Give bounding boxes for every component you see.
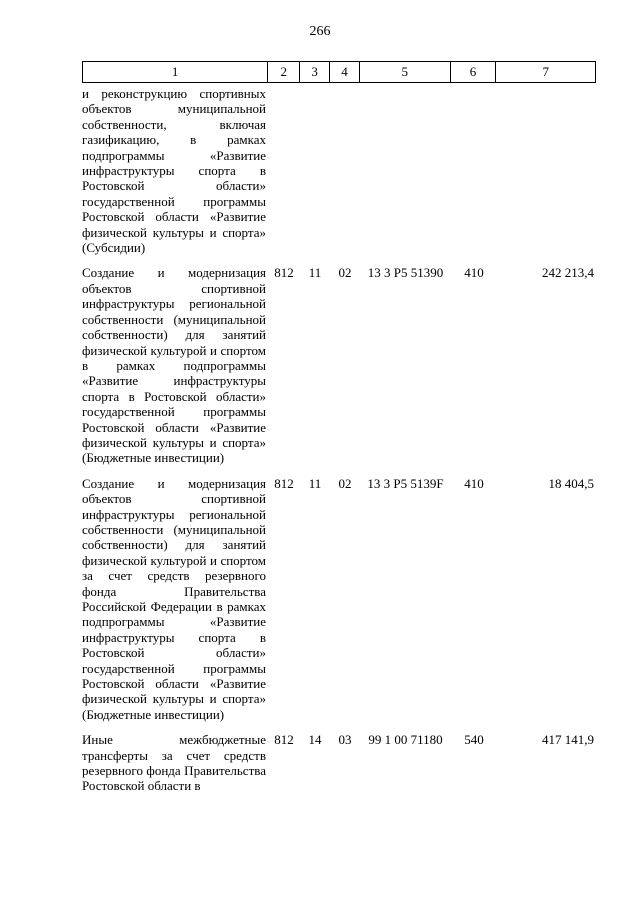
row-col-5	[360, 86, 451, 255]
row-col-5: 13 3 P5 51390	[367, 265, 444, 281]
row-col-3: 11	[308, 265, 322, 281]
header-col-2: 2	[268, 62, 300, 82]
table-row	[82, 86, 596, 255]
page-number: 266	[309, 24, 331, 39]
row-col-3	[300, 86, 330, 255]
table-row	[82, 265, 596, 465]
header-col-6: 6	[451, 62, 497, 82]
row-description: и реконструкцию спортивных объектов муниципальной собственности, включая газификацию, в рамках подпрограммы «Развитие инфраструктуры спорта в Ростовской области» государственной программы Ростовской области «Развитие физической культуры и спорта» (Субсидии)	[82, 86, 266, 256]
row-description: Иные межбюджетные трансферты за счет средств резервного фонда Правительства Ростовской области в	[82, 732, 266, 794]
row-col-2: 812	[274, 732, 294, 748]
row-col-6: 540	[464, 732, 484, 748]
header-col-5: 5	[360, 62, 451, 82]
row-col-6: 410	[464, 475, 484, 491]
row-amount: 417 141,9	[542, 732, 594, 748]
row-col-6	[451, 86, 497, 255]
row-col-3: 11	[308, 475, 322, 491]
row-amount: 18 404,5	[548, 475, 594, 491]
header-col-4: 4	[330, 62, 360, 82]
row-col-5: 13 3 P5 5139F	[367, 475, 444, 491]
row-description: Создание и модернизация объектов спортивной инфраструктуры региональной собственности (муниципальной собственности) для занятий физической культурой и спортом в рамках подпрограммы «Развитие инфраструктуры спорта в Ростовской области» государственной программы Ростовской области «Развитие физической культуры и спорта» (Бюджетные инвестиции)	[82, 265, 266, 466]
table-body	[82, 86, 596, 804]
row-col-2: 812	[274, 475, 294, 491]
row-col-4: 02	[338, 265, 352, 281]
row-col-2: 812	[274, 265, 294, 281]
header-col-7: 7	[542, 64, 549, 79]
table-row	[82, 732, 596, 794]
row-description: Создание и модернизация объектов спортивной инфраструктуры региональной собственности (муниципальной собственности) для занятий физической культурой и спортом за счет средств резервного фонда Правительства Российской Федерации в рамках подпрограммы «Развитие инфраструктуры спорта в Ростовской области» государственной программы Ростовской области «Развитие физической культуры и спорта» (Бюджетные инвестиции)	[82, 475, 266, 722]
row-col-4: 03	[338, 732, 352, 748]
table-row	[82, 476, 596, 723]
row-amount: 242 213,4	[542, 265, 594, 281]
row-amount	[497, 86, 596, 255]
row-col-2	[268, 86, 300, 255]
table-header	[82, 61, 596, 83]
row-col-5: 99 1 00 71180	[368, 732, 443, 748]
row-col-4	[330, 86, 360, 255]
row-col-3: 14	[308, 732, 322, 748]
row-col-4: 02	[338, 475, 352, 491]
row-col-6: 410	[464, 265, 484, 281]
header-col-3: 3	[300, 62, 330, 82]
header-col-1: 1	[83, 62, 268, 82]
